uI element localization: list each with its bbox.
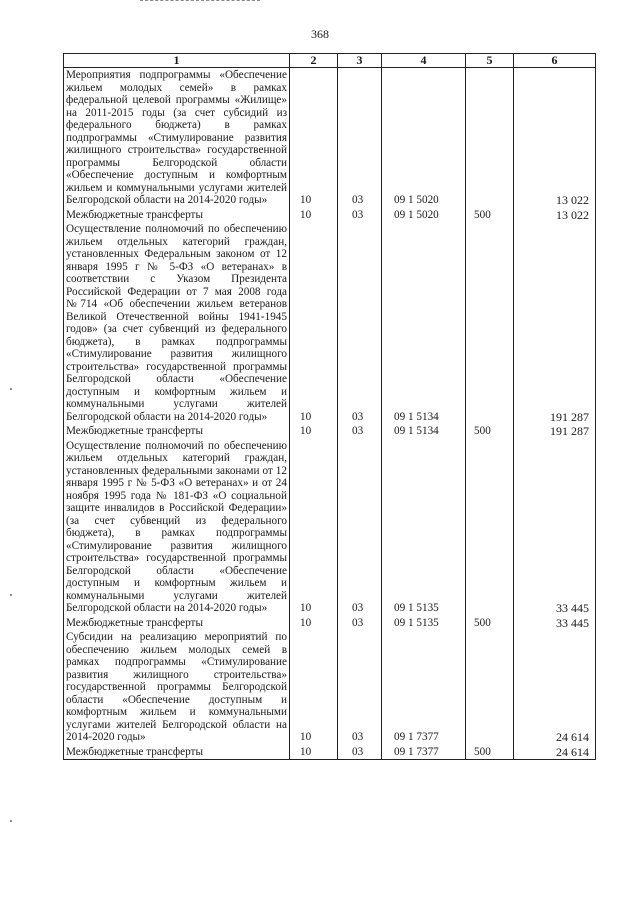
- row-description: Осуществление полномочий по обеспечению жильем отдельных категорий граждан, установленных федеральными законами от 12 января 1995 г № 5-ФЗ «О ветеранах» и от 24 ноября 1995 года № 181-ФЗ «О социальной защите инвалидов в Российской Федерации» (за счет субвенций из федерального бюджета), в рамках подпрограммы «Стимулирование развития жилищного строительства» государственной программы Белгородской области «Обеспечение доступным и комфортным жильем и коммунальными услугами жителей Белгородской области на 2014-2020 годы»: [64, 439, 290, 616]
- table-row: [64, 439, 596, 616]
- margin-dot: [10, 388, 12, 390]
- row-target-article: 09 1 5135: [382, 616, 466, 631]
- row-expense-type: [466, 630, 514, 745]
- row-description: Мероприятия подпрограммы «Обеспечение жильем молодых семей» в рамках федеральной целевой программы «Жилище» на 2011-2015 годы (за счет субсидий из федерального бюджета) в рамках подпрограммы «Стимулирование развития жилищного строительства» государственной программы Белгородской области «Обеспечение доступным и комфортным жильем и коммунальными услугами жителей Белгородской области на 2014-2020 годы»: [64, 68, 290, 208]
- row-target-article: 09 1 5134: [382, 424, 466, 439]
- table-row: [64, 222, 596, 424]
- row-description: Межбюджетные трансферты: [64, 208, 290, 223]
- row-target-article: 09 1 7377: [382, 745, 466, 760]
- column-header-6: 6: [514, 54, 596, 68]
- margin-dot: [10, 820, 12, 822]
- row-target-article: 09 1 5020: [382, 68, 466, 208]
- row-expense-type: [466, 222, 514, 424]
- row-subsection: 03: [338, 630, 382, 745]
- row-section: 10: [290, 424, 338, 439]
- row-target-article: 09 1 5020: [382, 208, 466, 223]
- table-row: [64, 616, 596, 631]
- row-description: Межбюджетные трансферты: [64, 745, 290, 760]
- row-subsection: 03: [338, 208, 382, 223]
- row-section: 10: [290, 68, 338, 208]
- row-subsection: 03: [338, 439, 382, 616]
- row-expense-type: [466, 68, 514, 208]
- table-row: [64, 745, 596, 760]
- row-subsection: 03: [338, 68, 382, 208]
- table-row: [64, 630, 596, 745]
- row-amount: 191 287: [514, 222, 596, 424]
- row-amount: 33 445: [514, 616, 596, 631]
- row-amount: 24 614: [514, 630, 596, 745]
- row-subsection: 03: [338, 616, 382, 631]
- row-amount: 191 287: [514, 424, 596, 439]
- row-section: 10: [290, 630, 338, 745]
- budget-table: [63, 53, 596, 760]
- row-expense-type: 500: [466, 208, 514, 223]
- row-section: 10: [290, 616, 338, 631]
- page-number: 368: [311, 27, 329, 41]
- row-amount: 13 022: [514, 208, 596, 223]
- column-header-2: 2: [290, 54, 338, 68]
- row-section: 10: [290, 208, 338, 223]
- row-expense-type: 500: [466, 424, 514, 439]
- table-row: [64, 68, 596, 208]
- column-header-4: 4: [382, 54, 466, 68]
- row-subsection: 03: [338, 424, 382, 439]
- row-description: Осуществление полномочий по обеспечению жильем отдельных категорий граждан, установленных Федеральным законом от 12 января 1995 г № 5-ФЗ «О ветеранах» в соответствии с Указом Президента Российской Федерации от 7 мая 2008 года №714 «Об обеспечении жильем ветеранов Великой Отечественной войны 1941-1945 годов» (за счет субвенций из федерального бюджета), в рамках подпрограммы «Стимулирование развития жилищного строительства» государственной программы Белгородской области «Обеспечение доступным и комфортным жильем и коммунальными услугами жителей Белгородской области на 2014-2020 годы»: [64, 222, 290, 424]
- column-header-1: 1: [64, 54, 290, 68]
- table-row: [64, 208, 596, 223]
- row-description: Межбюджетные трансферты: [64, 424, 290, 439]
- scan-artifact-line: [140, 0, 260, 3]
- row-expense-type: 500: [466, 616, 514, 631]
- row-target-article: 09 1 7377: [382, 630, 466, 745]
- row-expense-type: [466, 439, 514, 616]
- row-description: Межбюджетные трансферты: [64, 616, 290, 631]
- table-header-row: [64, 54, 596, 68]
- row-amount: 13 022: [514, 68, 596, 208]
- row-target-article: 09 1 5134: [382, 222, 466, 424]
- row-amount: 24 614: [514, 745, 596, 760]
- column-header-5: 5: [466, 54, 514, 68]
- row-subsection: 03: [338, 745, 382, 760]
- column-header-3: 3: [338, 54, 382, 68]
- row-description: Субсидии на реализацию мероприятий по обеспечению жильем молодых семей в рамках подпрограммы «Стимулирование развития жилищного строительства» государственной программы Белгородской области «Обеспечение доступным и комфортным жильем и коммунальными услугами жителей Белгородской области на 2014-2020 годы»: [64, 630, 290, 745]
- row-subsection: 03: [338, 222, 382, 424]
- row-target-article: 09 1 5135: [382, 439, 466, 616]
- row-section: 10: [290, 745, 338, 760]
- margin-dot: [10, 594, 12, 596]
- row-section: 10: [290, 439, 338, 616]
- row-amount: 33 445: [514, 439, 596, 616]
- table-row: [64, 424, 596, 439]
- row-expense-type: 500: [466, 745, 514, 760]
- row-section: 10: [290, 222, 338, 424]
